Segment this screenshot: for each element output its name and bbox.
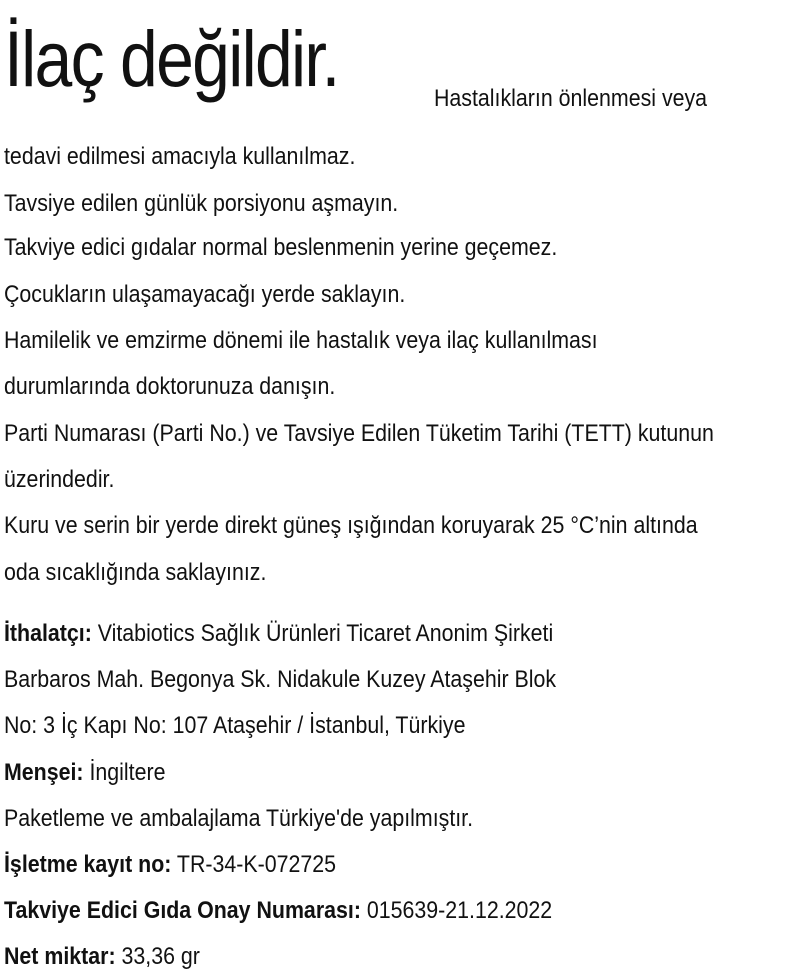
headline: [4, 0, 393, 118]
registration-line: [4, 849, 336, 881]
intro-text: Hastalıkların önlenmesi veya: [434, 85, 708, 112]
importer-name: Vitabiotics Sağlık Ürünleri Ticaret Anonim Şirketi: [91, 620, 554, 647]
registration-label: İşletme kayıt no:: [4, 851, 172, 878]
warning-line: durumlarında doktorunuza danışın.: [4, 373, 336, 400]
importer-address-line: Barbaros Mah. Begonya Sk. Nidakule Kuzey Ataşehir Blok: [4, 666, 557, 693]
net-amount-line: [4, 941, 200, 973]
origin-label: Menşei:: [4, 759, 84, 786]
not-a-medicine-title: İlaç değildir.: [4, 14, 339, 103]
warning-line: üzerindedir.: [4, 466, 115, 493]
warning-line: Çocukların ulaşamayacağı yerde saklayın.: [4, 281, 406, 308]
warning-line: oda sıcaklığında saklayınız.: [4, 559, 267, 586]
warning-line: Tavsiye edilen günlük porsiyonu aşmayın.: [4, 190, 399, 217]
net-amount-value: 33,36 gr: [115, 943, 200, 970]
importer-address-line: No: 3 İç Kapı No: 107 Ataşehir / İstanbul, Türkiye: [4, 712, 466, 739]
warning-line: Takviye edici gıdalar normal beslenmenin yerine geçemez.: [4, 234, 558, 261]
warning-line: tedavi edilmesi amacıyla kullanılmaz.: [4, 143, 356, 170]
warning-line: Kuru ve serin bir yerde direkt güneş ışığından koruyarak 25 °C’nin altında: [4, 512, 698, 539]
origin-value: İngiltere: [83, 759, 166, 786]
approval-line: [4, 895, 552, 927]
origin-line: [4, 757, 165, 789]
registration-value: TR-34-K-072725: [171, 851, 337, 878]
warning-line: Parti Numarası (Parti No.) ve Tavsiye Edilen Tüketim Tarihi (TETT) kutunun: [4, 420, 714, 447]
warning-line: Hamilelik ve emzirme dönemi ile hastalık veya ilaç kullanılması: [4, 327, 598, 354]
importer-label: İthalatçı:: [4, 620, 92, 647]
approval-value: 015639-21.12.2022: [360, 897, 553, 924]
importer-line: [4, 618, 553, 650]
packaging-note: Paketleme ve ambalajlama Türkiye'de yapılmıştır.: [4, 805, 474, 832]
net-amount-label: Net miktar:: [4, 943, 116, 970]
approval-label: Takviye Edici Gıda Onay Numarası:: [4, 897, 361, 924]
